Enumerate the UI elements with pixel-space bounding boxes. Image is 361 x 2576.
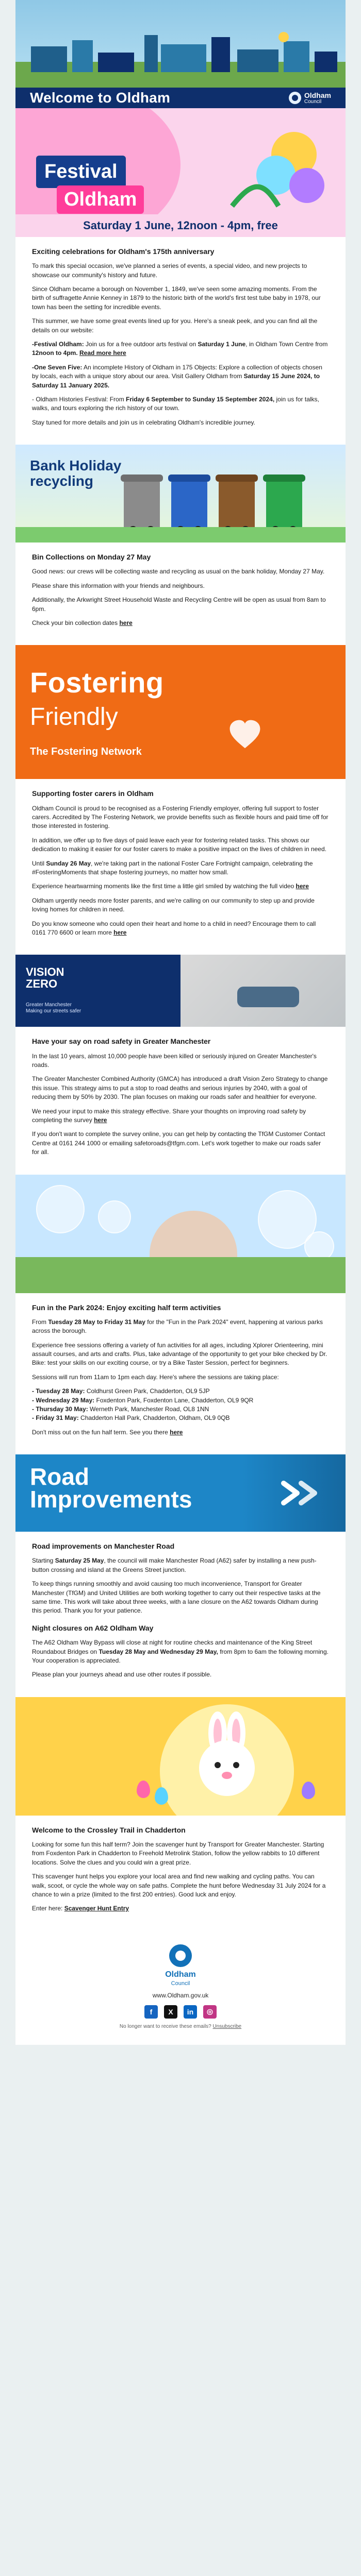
festival-hero-image <box>15 108 346 237</box>
scavenger-hunt-entry-link[interactable]: Scavenger Hunt Entry <box>64 1905 129 1912</box>
x-icon[interactable] <box>164 2005 177 2019</box>
park-paragraph-3: Sessions will run from 11am to 1pm each day. Here's where the sessions are taking place: <box>32 1373 279 1381</box>
vision-zero-panel <box>15 955 180 1027</box>
bin-collection-dates-link[interactable]: here <box>119 619 133 627</box>
vision-zero-tagline: Greater Manchester Making our streets safer <box>26 1002 81 1014</box>
x-icon-glyph: X <box>168 2007 173 2016</box>
fostering-p4-prefix: Experience heartwarming moments like the first time a little girl smiled by watching the full video <box>32 883 296 890</box>
festival-paragraph-3: This summer, we have some great events lined up for you. Here's a sneak peek, and you can find all the details on our website: <box>32 317 318 334</box>
fostering-text <box>15 779 346 955</box>
park-p4-prefix: Don't miss out on the fun half term. See you there <box>32 1428 170 1436</box>
festival-read-more-link[interactable]: Read more here <box>79 349 126 357</box>
park-schedule-place: Chadderton Hall Park, Chadderton, Oldham, OL9 0QB <box>78 1414 230 1422</box>
festival-bullet-3-after: join us for talks, walks, and tours exploring the rich history of our town. <box>32 395 319 412</box>
road-paragraph-4: Please plan your journeys ahead and use other routes if possible. <box>32 1671 212 1679</box>
footer-website[interactable]: www.Oldham.gov.uk <box>152 1991 209 1999</box>
road-improvements-heading-2: Night closures on A62 Oldham Way <box>32 1623 154 1632</box>
festival-bullet-2-prefix: -One Seven Five: <box>32 363 83 371</box>
park-paragraph-2: Experience free sessions offering a variety of fun activities for all ages, including Xplorer Orienteering, mini assault courses, and arts and crafts. Plus, take advantage of the opportunity to get your bike checked by Dr. Bike: test your skills on our exciting course, or try a Bike Taster Session, perfect for beginners. <box>32 1341 327 1367</box>
bank-holiday-hero-line2: recycling <box>30 472 93 489</box>
road-improvements-heading-1: Road improvements on Manchester Road <box>32 1542 175 1551</box>
road-chevron-icon <box>278 1479 325 1507</box>
fostering-p3-prefix: Until <box>32 859 46 867</box>
road-improvements-text <box>15 1532 346 1697</box>
bank-holiday-paragraph-4 <box>32 619 329 628</box>
blue-bin <box>171 480 207 531</box>
park-p1-text: for the "Fun in the Park 2024" event, happening at various parks across the borough. <box>32 1318 323 1335</box>
grey-bin <box>124 480 160 531</box>
oldham-footer-logo-mark[interactable] <box>169 1944 192 1967</box>
footer-smallprint <box>15 2024 346 2029</box>
road-paragraph-1 <box>32 1556 329 1574</box>
footer-brand: Oldham <box>165 1970 196 1979</box>
grass-strip <box>15 527 346 543</box>
egg-decoration-1 <box>137 1781 150 1798</box>
park-p1-dates: Tuesday 28 May to Friday 31 May <box>48 1318 145 1326</box>
instagram-icon-glyph: ◎ <box>206 2007 214 2016</box>
linkedin-icon[interactable] <box>184 2005 197 2019</box>
festival-heading: Exciting celebrations for Oldham's 175th anniversary <box>32 247 215 256</box>
footer-smallprint-prefix: No longer want to receive these emails? <box>119 2023 213 2029</box>
fostering-paragraph-5: Oldham urgently needs more foster parents, and we're calling on our community to step up and provide loving homes for children in need. <box>32 896 315 913</box>
road-improvements-hero-image <box>15 1454 346 1532</box>
fostering-paragraph-6 <box>32 920 329 938</box>
header-title-bar <box>15 88 346 108</box>
park-schedule-list <box>32 1387 329 1423</box>
vision-zero-paragraph-3 <box>32 1107 329 1125</box>
festival-bullet-3-dates: Friday 6 September to Sunday 15 September 2024, <box>126 395 275 403</box>
road-improvements-hero-line1: Road <box>30 1463 89 1490</box>
festival-bullet-1-after: , in Oldham Town Centre from <box>245 341 328 348</box>
road-p1-text: , the council will make Manchester Road (A62) safer by installing a new push-button crossing and island at the Greens Street junction. <box>32 1557 317 1573</box>
crossley-trail-hero-image <box>15 1697 346 1816</box>
park-ground <box>15 1257 346 1293</box>
festival-hero-line2: Oldham <box>57 185 144 214</box>
fostering-learn-more-link[interactable]: here <box>113 929 127 936</box>
bank-holiday-hero-title <box>30 458 121 488</box>
fostering-hero-line2: Friendly <box>30 703 118 731</box>
bubble-decoration-2 <box>98 1200 131 1233</box>
facebook-icon-glyph: f <box>150 2007 153 2016</box>
crossley-paragraph-3 <box>32 1904 329 1913</box>
fostering-p3-date: Sunday 26 May <box>46 859 91 867</box>
road-p3-dates: Tuesday 28 May and Wednesday 29 May, <box>99 1648 218 1655</box>
heart-icon <box>227 717 263 753</box>
car-illustration <box>237 987 299 1007</box>
road-improvements-hero-title <box>30 1463 192 1513</box>
linkedin-icon-glyph: in <box>187 2007 194 2016</box>
egg-decoration-3 <box>302 1782 315 1799</box>
vision-zero-text <box>15 1027 346 1174</box>
grey-bin-lid <box>121 474 163 482</box>
bank-holiday-text <box>15 543 346 645</box>
festival-bullet-3 <box>32 395 329 413</box>
fostering-paragraph-2: In addition, we offer up to five days of paid leave each year for fostering related tasks. This shows our dedication to making it easier for our foster carers to make a positive impact on the lives of children in need. <box>32 836 326 853</box>
festival-bullet-1-text: Join us for a free outdoor arts festival on <box>84 341 198 348</box>
festival-bullet-1-date: Saturday 1 June <box>198 341 246 348</box>
blue-bin-lid <box>168 474 210 482</box>
festival-bullet-1-time: 12noon to 4pm. <box>32 349 78 357</box>
park-schedule-item <box>32 1387 329 1396</box>
festival-paragraph-4: Stay tuned for more details and join us in celebrating Oldham's incredible journey. <box>32 418 255 426</box>
rabbit-illustration <box>170 1707 278 1816</box>
road-paragraph-2: To keep things running smoothly and avoid causing too much inconvenience, Transport for Greater Manchester (TfGM) and United Utilities are both working together to carry out their respective tasks at the same time. This work will take about three weeks, with a lane closure on the A62 towards Oldham during this period. Thank you for your patience. <box>32 1580 321 1615</box>
road-p3-prefix: The A62 Oldham Way Bypass will close at night for routine checks and maintenance of the King Street Roundabout Bridges on <box>32 1639 313 1655</box>
crossley-text <box>15 1816 346 1931</box>
road-p1-prefix: Starting <box>32 1557 55 1565</box>
header-banner <box>15 0 346 108</box>
vision-zero-paragraph-1: In the last 10 years, almost 10,000 people have been killed or seriously injured on Greater Manchester's roads. <box>32 1052 317 1069</box>
brown-bin <box>219 480 255 531</box>
vision-zero-paragraph-4: If you don't want to complete the survey online, you can get help by contacting the TfGM Customer Contact Centre at 0161 244 1000 or emailing safetoroads@tfgm.com. Let's work together to make our roads safer for all. <box>32 1130 325 1156</box>
vision-zero-hero-image <box>15 955 346 1027</box>
fostering-hero-sub: The Fostering Network <box>30 746 142 758</box>
fun-in-the-park-hero-image <box>15 1175 346 1293</box>
logo-subtext: Council <box>304 99 322 105</box>
vision-zero-heading: Have your say on road safety in Greater Manchester <box>32 1037 211 1046</box>
vision-zero-logo <box>26 966 64 990</box>
road-p1-date: Saturday 25 May <box>55 1557 104 1565</box>
park-schedule-day: - Friday 31 May: <box>32 1414 79 1422</box>
fostering-video-link[interactable]: here <box>296 883 309 890</box>
green-bin <box>266 480 302 531</box>
bank-holiday-heading: Bin Collections on Monday 27 May <box>32 553 151 562</box>
festival-bullet-2 <box>32 363 329 390</box>
road-p3-text: from 8pm to 6am the following morning. Your cooperation is appreciated. <box>32 1648 329 1664</box>
road-improvements-hero-line2: Improvements <box>30 1485 192 1513</box>
festival-bullet-1-prefix: -Festival Oldham: <box>32 341 84 348</box>
fostering-paragraph-1: Oldham Council is proud to be recognised as a Fostering Friendly employer, offering full support to foster carers. Accredited by The Fostering Network, we provide benefits such as flexible hours and paid time off for those interested in fostering. <box>32 804 329 830</box>
green-bin-lid <box>263 474 305 482</box>
park-schedule-item <box>32 1396 329 1405</box>
fostering-hero-line1: Fostering <box>30 666 164 699</box>
footer-brand-sub: Council <box>171 1980 190 1987</box>
unsubscribe-link[interactable]: Unsubscribe <box>212 2023 242 2029</box>
park-schedule-place: Foxdenton Park, Foxdenton Lane, Chadderton, OL9 9QR <box>94 1396 254 1404</box>
vision-zero-title-1: VISION <box>26 965 64 979</box>
festival-paragraph-1: To mark this special occasion, we've planned a series of events, a special video, and new projects to showcase our community's history and future. <box>32 262 307 279</box>
brown-bin-lid <box>216 474 258 482</box>
festival-bullet-2-dates: Saturday 15 June 2024, to Saturday 11 January 2025. <box>32 372 320 389</box>
bank-holiday-paragraph-3: Additionally, the Arkwright Street Household Waste and Recycling Centre will be open as usual from 8am to 6pm. <box>32 596 326 613</box>
crossley-p3-prefix: Enter here: <box>32 1905 64 1912</box>
flowers-illustration <box>217 118 330 222</box>
vision-zero-title-2: ZERO <box>26 977 58 991</box>
park-schedule-item <box>32 1405 329 1414</box>
vision-zero-p3-prefix: We need your input to make this strategy effective. Share your thoughts on improving road safety by completing the survey <box>32 1107 306 1124</box>
park-schedule-item <box>32 1414 329 1422</box>
park-text <box>15 1293 346 1455</box>
header-title: Welcome to Oldham <box>30 90 171 106</box>
fostering-p6-prefix: Do you know someone who could open their heart and home to a child in need? Encourage them to call 0161 770 6600 or learn more <box>32 920 316 936</box>
crossley-heading: Welcome to the Crossley Trail in Chadderton <box>32 1825 186 1834</box>
fostering-heading: Supporting foster carers in Oldham <box>32 789 154 798</box>
road-safety-survey-link[interactable]: here <box>94 1116 107 1124</box>
crossley-paragraph-2: This scavenger hunt helps you explore your local area and find new walking and cycling paths. You can walk, scoot, or cycle the whole way on safe paths. Complete the hunt before Wednesday 31 July 2024 for a chance to win a prize (limited to the first 200 entries). Good luck and enjoy. <box>32 1873 326 1898</box>
bank-holiday-link-prefix: Check your bin collection dates <box>32 619 120 627</box>
fostering-paragraph-4 <box>32 882 329 891</box>
park-paragraph-4 <box>32 1428 329 1437</box>
festival-bullet-1 <box>32 340 329 358</box>
park-paragraph-1 <box>32 1318 329 1336</box>
oldham-logo-mark <box>289 92 301 104</box>
fostering-paragraph-3 <box>32 859 329 877</box>
park-schedule-day: - Thursday 30 May: <box>32 1405 88 1413</box>
bank-holiday-paragraph-2: Please share this information with your friends and neighbours. <box>32 582 205 589</box>
recycling-bins-illustration <box>124 469 325 531</box>
park-schedule-day: - Tuesday 28 May: <box>32 1387 85 1395</box>
festival-hero-line1: Festival <box>36 156 126 188</box>
logo-text: Oldham <box>304 91 331 99</box>
social-links <box>15 2005 346 2019</box>
park-schedule-day: - Wednesday 29 May: <box>32 1396 95 1404</box>
park-p1-prefix: From <box>32 1318 48 1326</box>
park-schedule-place: Coldhurst Green Park, Chadderton, OL9 5JP <box>85 1387 210 1395</box>
vision-zero-paragraph-2: The Greater Manchester Combined Authority (GMCA) has introduced a draft Vision Zero Strategy to change this issue. This strategy aims to put a stop to road deaths and serious injuries by 2040, with a goal of reducing them by 50% by 2030. The plan focuses on making our roads safer and healthier for everyone. <box>32 1075 328 1101</box>
oldham-council-logo[interactable] <box>289 91 331 105</box>
facebook-icon[interactable] <box>144 2005 158 2019</box>
instagram-icon[interactable] <box>203 2005 217 2019</box>
fostering-hero-image <box>15 645 346 779</box>
bank-holiday-hero-image <box>15 445 346 543</box>
festival-bullet-2-text: An incomplete History of Oldham in 175 Objects: Explore a collection of objects chosen by locals, each with a unique story about our area. Visit Gallery Oldham from <box>32 363 322 380</box>
bank-holiday-hero-line1: Bank Holiday <box>30 457 122 474</box>
email-page <box>15 0 346 2045</box>
footer <box>15 1931 346 2045</box>
crossley-paragraph-1: Looking for some fun this half term? Join the scavenger hunt by Transport for Greater Manchester. Starting from Foxdenton Park in Chadderton to Freehold Metrolink Station, follow the yellow rabbits to 10 different locations. Solve the clues and you could win a great prize. <box>32 1840 324 1866</box>
festival-hero-dates: Saturday 1 June, 12noon - 4pm, free <box>15 214 346 237</box>
bubble-decoration-1 <box>36 1185 85 1233</box>
festival-paragraph-2: Since Oldham became a borough on November 1, 1849, we've seen some amazing moments. From the birth of suffragette Annie Kenney in 1879 to the historic birth of the world's first test tube baby in 1978, our town has been the setting for incredible events. <box>32 285 321 311</box>
festival-text <box>15 237 346 445</box>
fostering-p3-text: , we're taking part in the national Foster Care Fortnight campaign, celebrating the #FosteringMoments that shape fostering journeys, no matter how small. <box>32 859 313 876</box>
park-heading: Fun in the Park 2024: Enjoy exciting half term activities <box>32 1303 221 1312</box>
road-paragraph-3 <box>32 1638 329 1665</box>
town-skyline-illustration <box>15 26 346 88</box>
festival-bullet-3-text: - Oldham Histories Festival: From <box>32 395 126 403</box>
park-schedule-place: Werneth Park, Manchester Road, OL8 1NN <box>88 1405 209 1413</box>
park-event-link[interactable]: here <box>170 1428 183 1436</box>
bank-holiday-paragraph-1: Good news: our crews will be collecting waste and recycling as usual on the bank holiday, Monday 27 May. <box>32 568 325 575</box>
